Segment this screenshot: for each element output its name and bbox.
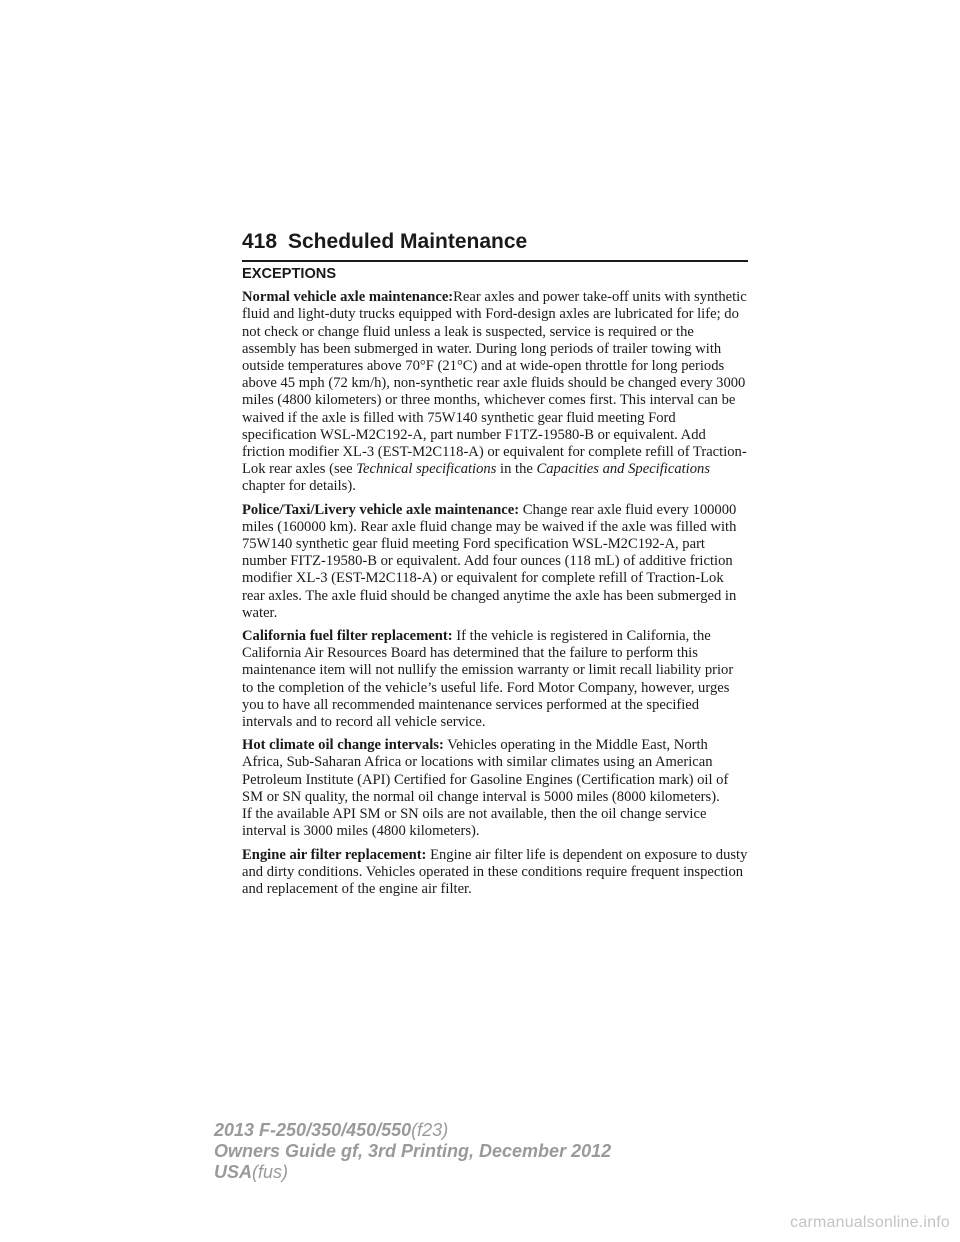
chapter-title: Scheduled Maintenance [288,230,528,253]
page-header [242,228,748,262]
paragraph-text: Change rear axle fluid every 100000 miles (160000 km). Rear axle fluid change may be waived if the axle was filled with 75W140 synthetic gear fluid meeting Ford specification WSL-M2C192-A, part number FITZ-19580-B or equivalent. Add four ounces (118 mL) of additive friction modifier XL-3 (EST-M2C118-A) or equivalent for complete refill of Traction-Lok rear axles. The axle fluid should be changed anytime the axle has been submerged in water. [242,501,737,621]
paragraph-lead: California fuel filter replacement: [242,628,453,645]
paragraph-lead: Police/Taxi/Livery vehicle axle maintenance: [242,501,520,518]
paragraph-lead: Hot climate oil change intervals: [242,737,444,754]
page-content [242,266,748,904]
cross-reference-technical-specifications: Technical specifications [356,461,497,478]
paragraph-lead: Engine air filter replacement: [242,846,427,863]
paragraph-hot-climate [242,737,748,840]
paragraph-text: Vehicles operating in the Middle East, North Africa, Sub-Saharan Africa or locations with similar climates using an American Petroleum Institute (API) Certified for Gasoline Engines (Certification mark) oil of SM or SN quality, the normal oil change interval is 5000 miles (8000 kilometers). [242,737,729,805]
cross-reference-capacities-chapter: Capacities and Specifications [536,461,710,478]
paragraph-text-continued: If the available API SM or SN oils are not available, then the oil change service interval is 3000 miles (4800 kilometers). [242,806,707,840]
footer-line-region [214,1162,611,1183]
footer-line-edition [214,1141,611,1162]
paragraph-text: Engine air filter life is dependent on exposure to dusty and dirty conditions. Vehicles operated in these conditions require frequent inspection and replacement of the engine air filter. [242,846,748,897]
footer-line-model [214,1120,611,1141]
paragraph-lead: Normal vehicle axle maintenance: [242,289,454,306]
paragraph-text: If the vehicle is registered in California, the California Air Resources Board has determined that the failure to perform this maintenance item will not nullify the emission warranty or limit recall liability prior to the completion of the vehicle’s useful life. Ford Motor Company, however, urges you to have all recommended maintenance services performed at the specified intervals and to record all vehicle service. [242,628,734,731]
paragraph-california-fuel [242,628,748,731]
footer-model-code: (f23) [411,1120,449,1140]
paragraph-text: Rear axles and power take-off units with synthetic fluid and light-duty trucks equipped with Ford-design axles are lubricated for life; do not check or change fluid unless a leak is suspected, service is required or the assembly has been submerged in water. During long periods of trailer towing with outside temperatures above 70°F (21°C) and at wide-open throttle for long periods above 45 mph (72 km/h), non-synthetic rear axle fluids should be changed every 3000 miles (4800 kilometers) or three months, whichever comes first. This interval can be waived if the axle is filled with 75W140 synthetic gear fluid meeting Ford specification WSL-M2C192-A, part number F1TZ-19580-B or equivalent. Add friction modifier XL-3 (EST-M2C118-A) or equivalent for complete refill of Traction-Lok rear axles (see [242,289,747,478]
page-number: 418 [242,230,278,253]
paragraph-axle-police [242,502,748,622]
watermark: carmanualsonline.info [790,1214,950,1231]
paragraph-engine-air [242,847,748,899]
paragraph-axle-normal [242,289,748,495]
section-heading: EXCEPTIONS [242,266,337,282]
document-footer [214,1120,611,1183]
paragraph-text: chapter for details). [242,478,356,495]
footer-region: USA [214,1162,253,1182]
footer-region-code: (fus) [252,1162,289,1182]
paragraph-text: in the [496,461,537,478]
footer-edition: Owners Guide gf, 3rd Printing, December 2012 [214,1141,612,1161]
footer-model: 2013 F-250/350/450/550 [214,1120,412,1140]
